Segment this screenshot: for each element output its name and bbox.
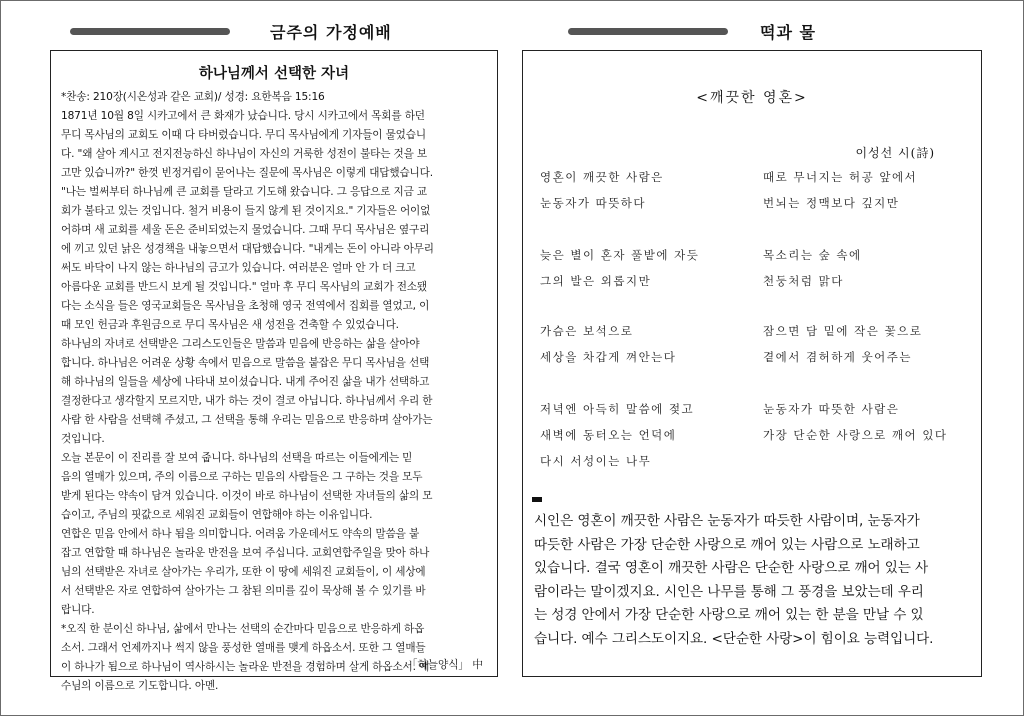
article-line: 오늘 본문이 이 진리를 잘 보여 줍니다. 하나님의 선택을 따르는 이들에게는 믿 [61, 452, 413, 464]
right-header-bar [568, 28, 728, 35]
poem-line: 눈동자가 따뜻한 사람은 [763, 402, 900, 416]
poem-line: 곁에서 겸허하게 웃어주는 [763, 350, 913, 364]
commentary-line: 따듯한 사람은 가장 단순한 사랑으로 깨어 있는 사람으로 노래하고 [534, 536, 920, 553]
article-line: 연합은 믿음 안에서 하나 됨을 의미합니다. 어려움 가운데서도 약속의 말씀을 붙 [61, 528, 420, 540]
poem-line: 가장 단순한 사랑으로 깨어 있다 [763, 428, 948, 442]
article-source: 「하늘양식」 中 [406, 659, 483, 671]
article-line: 랍니다. [61, 604, 95, 616]
article-title: 하나님께서 선택한 자녀 [198, 66, 350, 82]
poem-line: 늦은 별이 혼자 풀밭에 자듯 [540, 248, 700, 262]
poem-line: 다시 서성이는 나무 [540, 454, 652, 468]
article-line: 받게 된다는 약속이 담겨 있습니다. 이것이 바로 하나님이 선택한 자녀들의 삶의 모 [61, 490, 433, 502]
left-header-title: 금주의 가정예배 [270, 23, 392, 42]
article-line: 수님의 이름으로 기도합니다. 아멘. [61, 680, 219, 692]
poem-line: 새벽에 동터오는 언덕에 [540, 428, 677, 442]
article-line: 이 하나가 됨으로 하나님이 역사하시는 놀라운 반전을 경험하며 살게 하옵소서. 예 [61, 661, 430, 673]
article-line: 하나님의 자녀로 선택받은 그리스도인들은 말씀과 믿음에 반응하는 삶을 살아야 [61, 338, 420, 350]
left-header-bar [70, 28, 230, 35]
poem-line: 세상을 차갑게 껴안는다 [540, 350, 677, 364]
poem-line: 저녁엔 아득히 말씀에 젖고 [540, 402, 695, 416]
article-line: 다. "왜 살아 계시고 전지전능하신 하나님이 자신의 거룩한 성전이 불타는 것을 보 [61, 148, 428, 160]
poem-title: <깨끗한 영혼> [696, 90, 808, 106]
article-line: *찬송: 210장(시온성과 같은 교회)/ 성경: 요한복음 15:16 [61, 91, 325, 103]
poem-author: 이성선 시(詩) [855, 146, 935, 160]
poem-line: 영혼이 깨끗한 사람은 [540, 170, 664, 184]
commentary-line: 는 성경 안에서 가장 단순한 사랑으로 깨어 있는 한 분을 만날 수 있 [534, 607, 924, 623]
article-box [50, 50, 498, 692]
poem-line: 천둥처럼 맑다 [763, 274, 844, 288]
commentary-line: 람이라는 말이겠지요. 시인은 나무를 통해 그 풍경을 보았는데 우리 [534, 583, 924, 600]
article-line: 무디 목사님의 교회도 이때 다 타버렸습니다. 무디 목사님에게 기자들이 물었습니 [61, 129, 426, 141]
article-line: 음의 열매가 있으며, 주의 이름으로 구하는 믿음의 사람들은 그 구하는 것을 모두 [61, 471, 423, 483]
commentary [534, 510, 974, 651]
article-line: 소서. 그래서 언제까지나 썩지 않을 풍성한 열매를 맺게 하옵소서. 또한 그 열매들 [61, 642, 426, 654]
article-line: *오직 한 분이신 하나님, 삶에서 만나는 선택의 순간마다 믿음으로 반응하게 하옵 [61, 623, 425, 635]
article-line: 써도 바닥이 나지 않는 하나님의 금고가 있습니다. 여러분은 얼마 안 가 더 크고 [61, 262, 416, 274]
article-line: 님의 선택받은 자녀로 살아가는 우리가, 또한 이 땅에 세워진 교회들이, 이 세상에 [61, 566, 426, 578]
poem-line: 목소리는 숲 속에 [763, 248, 862, 262]
article-line: 다는 소식을 들은 영국교회들은 목사님을 초청해 영국 전역에서 집회를 열었고, 이 [61, 300, 430, 312]
article-line: 서 선택받은 자로 연합하여 살아가는 그 참된 의미를 깊이 묵상해 볼 수 있기를 바 [61, 585, 426, 597]
article-line: 어하며 새 교회를 세울 돈은 준비되었는지 물었습니다. 그때 무디 목사님은 옆구리 [61, 224, 430, 236]
right-header-title: 떡과 물 [760, 23, 816, 42]
poem-line: 번뇌는 정맥보다 깊지만 [763, 196, 900, 210]
article-line: 에 끼고 있던 낡은 성경책을 내놓으면서 대답했습니다. "내게는 돈이 아니라 아무리 [61, 243, 434, 255]
article-line: 결정한다고 생각할지 모르지만, 내가 하는 것이 결코 아닙니다. 하나님께서 우리 한 [61, 395, 433, 407]
poem-line: 가슴은 보석으로 [540, 324, 634, 338]
article-line: 회가 불타고 있는 것입니다. 철거 비용이 들지 않게 된 것이지요." 기자들은 어이없 [61, 205, 431, 217]
article-line: 1871년 10월 8일 시카고에서 큰 화재가 났습니다. 당시 시카고에서 목회를 하던 [61, 110, 425, 122]
commentary-line: 있습니다. 결국 영혼이 깨끗한 사람은 단순한 사랑으로 깨어 있는 사 [534, 560, 929, 576]
article-line: 때 모인 헌금과 후원금으로 무디 목사님은 새 성전을 건축할 수 있었습니다. [61, 319, 399, 331]
commentary-line: 습니다. 예수 그리스도이지요. <단순한 사랑>이 힘이요 능력입니다. [534, 630, 934, 647]
commentary-line: 시인은 영혼이 깨끗한 사람은 눈동자가 따듯한 사람이며, 눈동자가 [534, 513, 920, 529]
article-line: 고만 있습니까?" 한껏 빈정거림이 묻어나는 질문에 목사님은 이렇게 대답했습니다. [61, 167, 433, 179]
article-line: 아름다운 교회를 반드시 보게 될 것입니다." 얼마 후 무디 목사님의 교회가 전소됐 [61, 281, 428, 293]
article-line: 습이고, 주님의 핏값으로 세워진 교회들이 연합해야 하는 이유입니다. [61, 509, 373, 521]
poem-line: 잠으면 담 밑에 작은 꽃으로 [763, 324, 923, 338]
article-body [51, 88, 497, 696]
article-line: 잡고 연합할 때 하나님은 놀라운 반전을 보여 주십니다. 교회연합주일을 맞아 하나 [61, 547, 430, 559]
article-line: 것입니다. [61, 433, 105, 445]
article-line: "나는 벌써부터 하나님께 큰 교회를 달라고 기도해 왔습니다. 그 응답으로 지금 교 [61, 186, 428, 198]
article-line: 합니다. 하나님은 어려운 상황 속에서 믿음으로 말씀을 붙잡은 무디 목사님을 선택 [61, 357, 430, 369]
article-line: 사람 한 사람을 선택해 주셨고, 그 선택을 통해 우리는 믿음으로 반응하며 살아가는 [61, 414, 433, 426]
bullet-square-icon [532, 497, 542, 502]
article-line: 해 하나님의 일들을 세상에 나타내 보이셨습니다. 내게 주어진 삶을 내가 선택하고 [61, 376, 430, 388]
poem-line: 눈동자가 따뜻하다 [540, 196, 647, 210]
poem-line: 그의 발은 외롭지만 [540, 274, 652, 288]
poem-line: 때로 무너지는 허공 앞에서 [763, 170, 918, 184]
